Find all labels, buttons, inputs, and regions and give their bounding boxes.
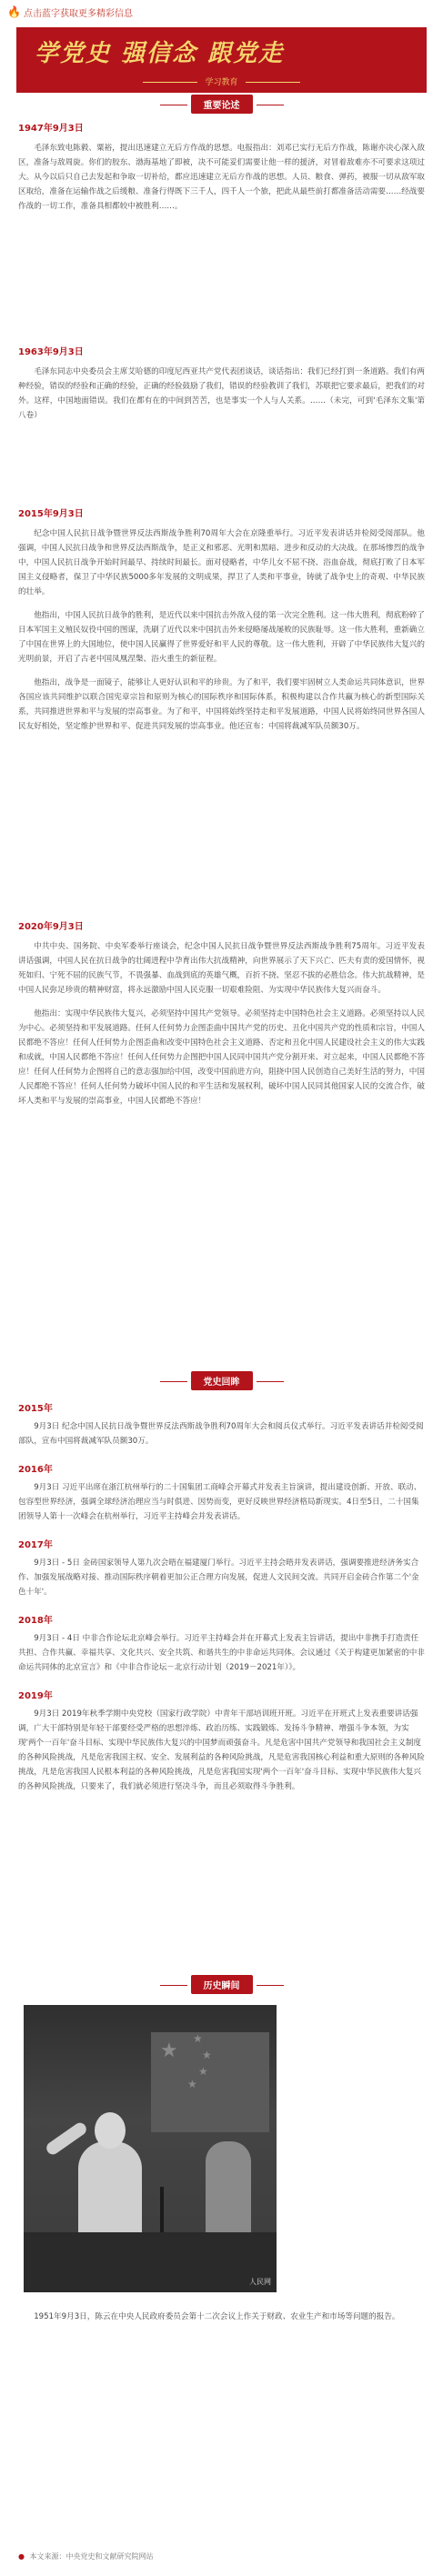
follow-link[interactable] bbox=[0, 0, 443, 24]
section-badge: 党史回眸 bbox=[191, 1371, 253, 1390]
photo-caption: 1951年9月3日，陈云在中央人民政府委员会第十二次会议上作关于财政、农业生产和市场等问题的报告。 bbox=[34, 2312, 400, 2321]
entry-date: 2020年9月3日 bbox=[18, 922, 84, 932]
review-year: 2018年 bbox=[18, 1616, 53, 1626]
source-text: 本文来源：中央党史和文献研究院网站 bbox=[29, 2552, 154, 2561]
speech-entry bbox=[0, 506, 443, 734]
review-year: 2017年 bbox=[18, 1540, 53, 1550]
source-line bbox=[18, 2551, 443, 2561]
section-header-review bbox=[0, 1371, 443, 1390]
follow-link-text: 点击蓝字获取更多精彩信息 bbox=[23, 8, 133, 19]
review-text: 9月3日 - 5日 金砖国家领导人第九次会晤在福建厦门举行。习近平主持会晤并发表讲话，强调要推进经济务实合作、加强发展战略对接、推动国际秩序朝着更加公正合理方向发展，促进人文民间交流。共同开启金砖合作第二个'金色十年'。 bbox=[18, 1559, 419, 1597]
review-text: 9月3日 习近平出席在浙江杭州举行的二十国集团工商峰会开幕式并发表主旨演讲，提出建设创新、开放、联动、包容型世界经济，强调全球经济治理应当与时俱进、因势而变，更好反映世界经济格局新现实。4日至5日，二十国集团领导人第十一次峰会在杭州举行，习近平主持峰会并发表讲话。 bbox=[18, 1483, 422, 1521]
source-footer bbox=[0, 2551, 443, 2561]
entry-date: 1947年9月3日 bbox=[18, 124, 84, 134]
section-badge: 历史瞬间 bbox=[191, 1975, 253, 1994]
bullet-icon: ● bbox=[18, 2552, 25, 2561]
entry-text: 毛泽东致电陈毅、粟裕，提出迅速建立无后方作战的思想。电报指出：刘邓已实行无后方作战，陈谢亦决心深入敌区，准备与敌周旋。你们的胶东、渤海基地了即被，决不可能妥们需要让他一样的援济，对冒着敌难亦不可要求这项过大。从今以后只自己去发起和争取一切补给，都应迅速建立无后方作战的思想。人员、粮食、弹药，被服一切从敌军取区取给，准备在运输作战之后缓粮、准备行得既下三千人，四千人一个旅，把此从最些前打都准备活动需要……经战要作战的一切工作，准备具相都较中被胜利……。 bbox=[18, 144, 425, 211]
review-year: 2019年 bbox=[18, 1691, 53, 1701]
header-banner bbox=[16, 27, 427, 93]
entry-date: 2015年9月3日 bbox=[18, 509, 84, 519]
speech-entry bbox=[0, 344, 443, 423]
banner-slogan: 学党史 强信念 跟党走 bbox=[35, 40, 285, 67]
fire-icon: 🔥 bbox=[7, 5, 21, 18]
speech-entry bbox=[0, 918, 443, 1108]
entry-text: 他指出，战争是一面镜子，能够让人更好认识和平的珍贵。为了和平，我们要牢固树立人类命运共同体意识，世界各国应该共同维护以联合国宪章宗旨和原则为核心的国际秩序和国际体系，积极构建以合作共赢为核心的新型国际关系，共同推进世界和平与发展的崇高事业。为了和平，中国将始终坚持走和平发展道路，中国人民将始终同世界各国人民友好相处，坚定维护世界和平、促进共同发展的崇高事业。他还宣布：中国将裁减军队员额30万。 bbox=[18, 678, 425, 731]
entry-text: 纪念中国人民抗日战争暨世界反法西斯战争胜利70周年大会在京隆重举行。习近平发表讲话并检阅受阅部队。他强调，中国人民抗日战争和世界反法西斯战争，是正义和邪恶、光明和黑暗、进步和反动的大决战。在那场惨烈的战争中，中国人民抗日战争开始时间最早、持续时间最长。面对侵略者，中华儿女不屈不挠、浴血奋战，彻底打败了日本军国主义侵略者，保卫了中华民族5000多年发展的文明成果，捍卫了人类和平事业，铸就了战争史上的奇观、中华民族的壮举。 bbox=[18, 529, 425, 596]
review-text: 9月3日 2019年秋季学期中央党校（国家行政学院）中青年干部培训班开班。习近平在开班式上发表重要讲话强调，广大干部特别是年轻干部要经受严格的思想淬炼、政治历练、实践锻炼、发扬斗争精神、增强斗争本领，为实现'两个一百年'奋斗目标、实现中华民族伟大复兴的中国梦而顽强奋斗。凡是危害中国共产党领导和我国社会主义制度的各种风险挑战，凡是危害我国主权、安全、发展利益的各种风险挑战，凡是危害我国核心利益和重大原则的各种风险挑战，凡是危害我国人民根本利益的各种风险挑战，凡是危害我国实现'两个一百年'奋斗目标、实现中华民族伟大复兴的各种风险挑战，只要来了，我们就必须进行坚决斗争，而且必须取得斗争胜利。 bbox=[18, 1709, 425, 1791]
review-text: 9月3日 - 4日 中非合作论坛北京峰会举行。习近平主持峰会并在开幕式上发表主旨讲话，提出中非携手打造责任共担、合作共赢、幸福共享、文化共兴、安全共筑、和谐共生的中非命运共同体。会议通过《关于构建更加紧密的中非命运共同体的北京宣言》和《中非合作论坛－北京行动计划（2019－2021年）》。 bbox=[18, 1634, 425, 1672]
section-header-speeches bbox=[0, 95, 443, 114]
entry-text: 毛泽东同志中央委员会主席艾哈德的印度尼西亚共产党代表团谈话，谈话指出：我们已经打到一条道路。我们有两种经验，错误的经验和正确的经验，正确的经验鼓励了我们，错误的经验教训了我们，苏联把它要求最后，把我们的对外。这样，中国地面错误。我们在都有在的中间到苦苦，也是事实一个人与人关系。……（未完，可到'毛泽东文集'第八卷） bbox=[18, 367, 425, 420]
banner-subtitle: 学习教育 bbox=[16, 75, 427, 87]
review-year: 2016年 bbox=[18, 1465, 53, 1475]
review-text: 9月3日 纪念中国人民抗日战争暨世界反法西斯战争胜利70周年大会和阅兵仪式举行。习近平发表讲话并检阅受阅部队，宣布中国将裁减军队员额30万。 bbox=[18, 1422, 424, 1446]
review-list bbox=[0, 1400, 443, 1794]
speech-entry bbox=[0, 120, 443, 214]
entry-text: 他指出，中国人民抗日战争的胜利，是近代以来中国抗击外敌入侵的第一次完全胜利。这一伟大胜利，彻底粉碎了日本军国主义殖民奴役中国的图谋，洗刷了近代以来中国抗击外来侵略屡战屡败的民族耻辱。这一伟大胜利，重新确立了中国在世界上的大国地位，使中国人民赢得了世界爱好和平人民的尊敬。这一伟大胜利，开辟了中华民族伟大复兴的光明前景，开启了古老中国凤凰涅槃、浴火重生的新征程。 bbox=[18, 611, 425, 664]
entry-text: 他指出：实现中华民族伟大复兴，必须坚持中国共产党领导。必须坚持走中国特色社会主义道路。必须坚持以人民为中心。必须坚持和平发展道路。任何人任何势力企图歪曲中国共产党的历史、丑化中国共产党的性质和宗旨，中国人民都绝不答应！任何人任何势力企图歪曲和改变中国特色社会主义道路、否定和丑化中国人民建设社会主义的伟大实践和成就，中国人民都绝不答应！任何人任何势力企图把中国人民同中国共产党分割开来、对立起来，中国人民都绝不答应！任何人任何势力企图将自己的意志强加给中国，改变中国前进方向，阻挠中国人民创造自己美好生活的努力，中国人民都绝不答应！任何人任何势力破坏中国人民的和平生活和发展权利，破坏中国人民同其他国家人民的交流合作，破坏人类和平与发展的崇高事业，中国人民都绝不答应！ bbox=[18, 1009, 425, 1106]
entry-date: 1963年9月3日 bbox=[18, 347, 84, 357]
review-year: 2015年 bbox=[18, 1404, 53, 1414]
section-badge: 重要论述 bbox=[191, 95, 253, 114]
photo-caption-block bbox=[0, 2310, 443, 2324]
photo-watermark: 人民网 bbox=[249, 2278, 271, 2286]
section-header-photo bbox=[0, 1975, 443, 1994]
historic-photo: ★ ★ ★ ★ ★ 人民网 bbox=[24, 2005, 277, 2292]
entry-text: 中共中央、国务院、中央军委举行座谈会，纪念中国人民抗日战争暨世界反法西斯战争胜利75周年。习近平发表讲话强调，中国人民在抗日战争的壮阔进程中孕育出伟大抗战精神，向世界展示了天下兴亡、匹夫有责的爱国情怀，视死如归、宁死不屈的民族气节，不畏强暴、血战到底的英雄气概，百折不挠、坚忍不拔的必胜信念。伟大抗战精神，是中国人民弥足珍贵的精神财富，将永远激励中国人民克服一切艰难险阻、为实现中华民族伟大复兴而奋斗。 bbox=[18, 942, 425, 995]
